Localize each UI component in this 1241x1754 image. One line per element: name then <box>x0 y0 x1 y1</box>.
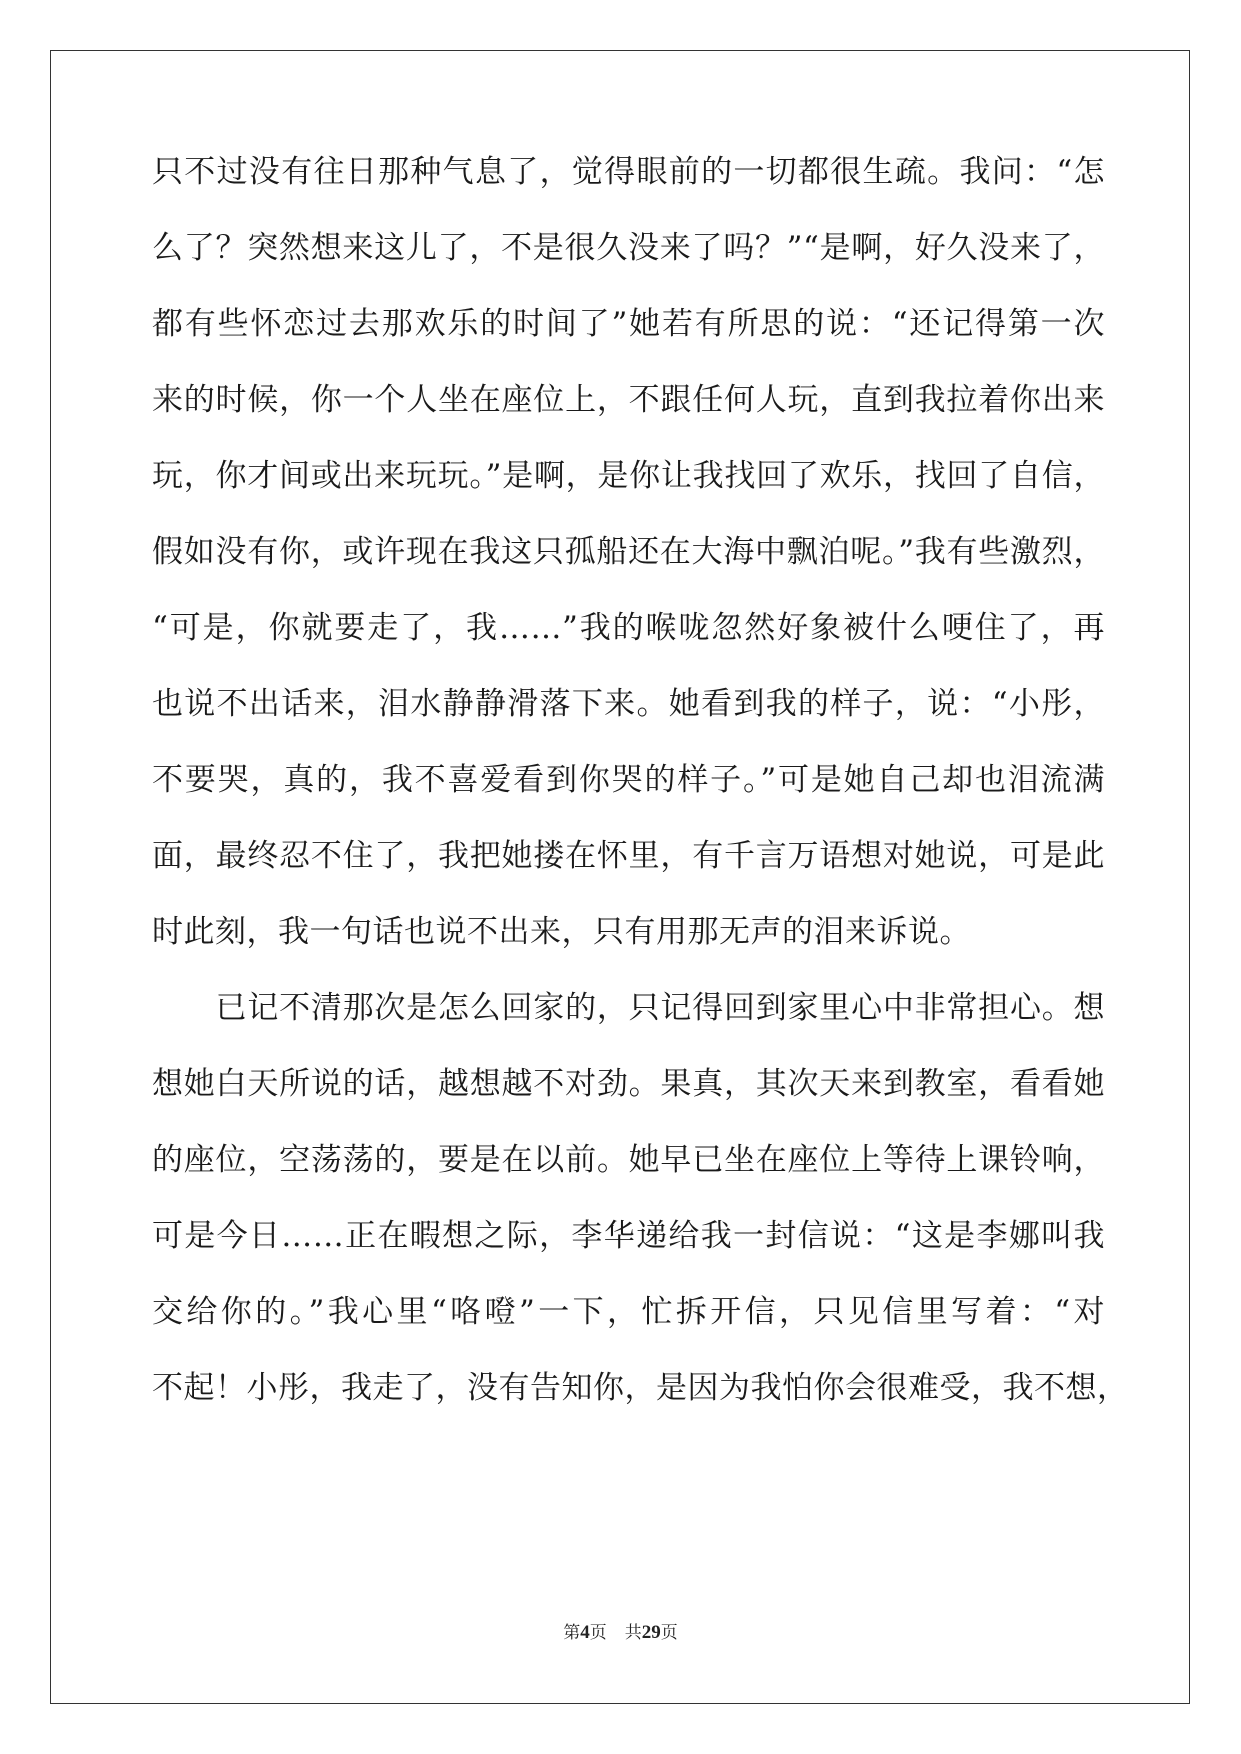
text-line: 来的时候，你一个人坐在座位上，不跟任何人玩，直到我拉着你出来 <box>152 382 1105 418</box>
text-line: 可是今日……正在暇想之际，李华递给我一封信说：“这是李娜叫我 <box>152 1218 1105 1254</box>
total-pages-number: 29 <box>641 1622 661 1643</box>
text-line: 不起！小彤，我走了，没有告知你，是因为我怕你会很难受，我不想， <box>152 1370 1129 1406</box>
footer-prefix: 第 <box>563 1623 581 1643</box>
text-line: 想她白天所说的话，越想越不对劲。果真，其次天来到教室，看看她 <box>152 1066 1105 1102</box>
page-footer <box>0 1621 1241 1645</box>
text-line: 么了？突然想来这儿了，不是很久没来了吗？”“是啊，好久没来了， <box>152 230 1105 266</box>
footer-total-prefix: 共 <box>624 1623 642 1643</box>
text-line: 也说不出话来，泪水静静滑落下来。她看到我的样子，说：“小彤， <box>152 686 1105 722</box>
text-line: 不要哭，真的，我不喜爱看到你哭的样子。”可是她自己却也泪流满 <box>152 762 1105 798</box>
current-page-number: 4 <box>580 1622 590 1643</box>
text-line: 假如没有你，或许现在我这只孤船还在大海中飘泊呢。”我有些激烈， <box>152 534 1105 570</box>
footer-page-unit: 页 <box>589 1623 607 1643</box>
text-line: 玩，你才间或出来玩玩。”是啊，是你让我找回了欢乐，找回了自信， <box>152 458 1105 494</box>
footer-total-unit: 页 <box>660 1623 678 1643</box>
page-border <box>50 50 1190 1704</box>
text-line: “可是，你就要走了，我……”我的喉咙忽然好象被什么哽住了，再 <box>152 610 1105 646</box>
text-line: 交给你的。”我心里“咯噔”一下，忙拆开信，只见信里写着：“对 <box>152 1294 1105 1330</box>
text-line: 的座位，空荡荡的，要是在以前。她早已坐在座位上等待上课铃响， <box>152 1142 1105 1178</box>
text-line: 只不过没有往日那种气息了，觉得眼前的一切都很生疏。我问：“怎 <box>152 154 1105 190</box>
text-line: 时此刻，我一句话也说不出来，只有用那无声的泪来诉说。 <box>152 914 971 950</box>
text-line: 已记不清那次是怎么回家的，只记得回到家里心中非常担心。想 <box>152 990 1105 1026</box>
text-line: 都有些怀恋过去那欢乐的时间了”她若有所思的说：“还记得第一次 <box>152 306 1105 342</box>
text-line: 面，最终忍不住了，我把她搂在怀里，有千言万语想对她说，可是此 <box>152 838 1105 874</box>
